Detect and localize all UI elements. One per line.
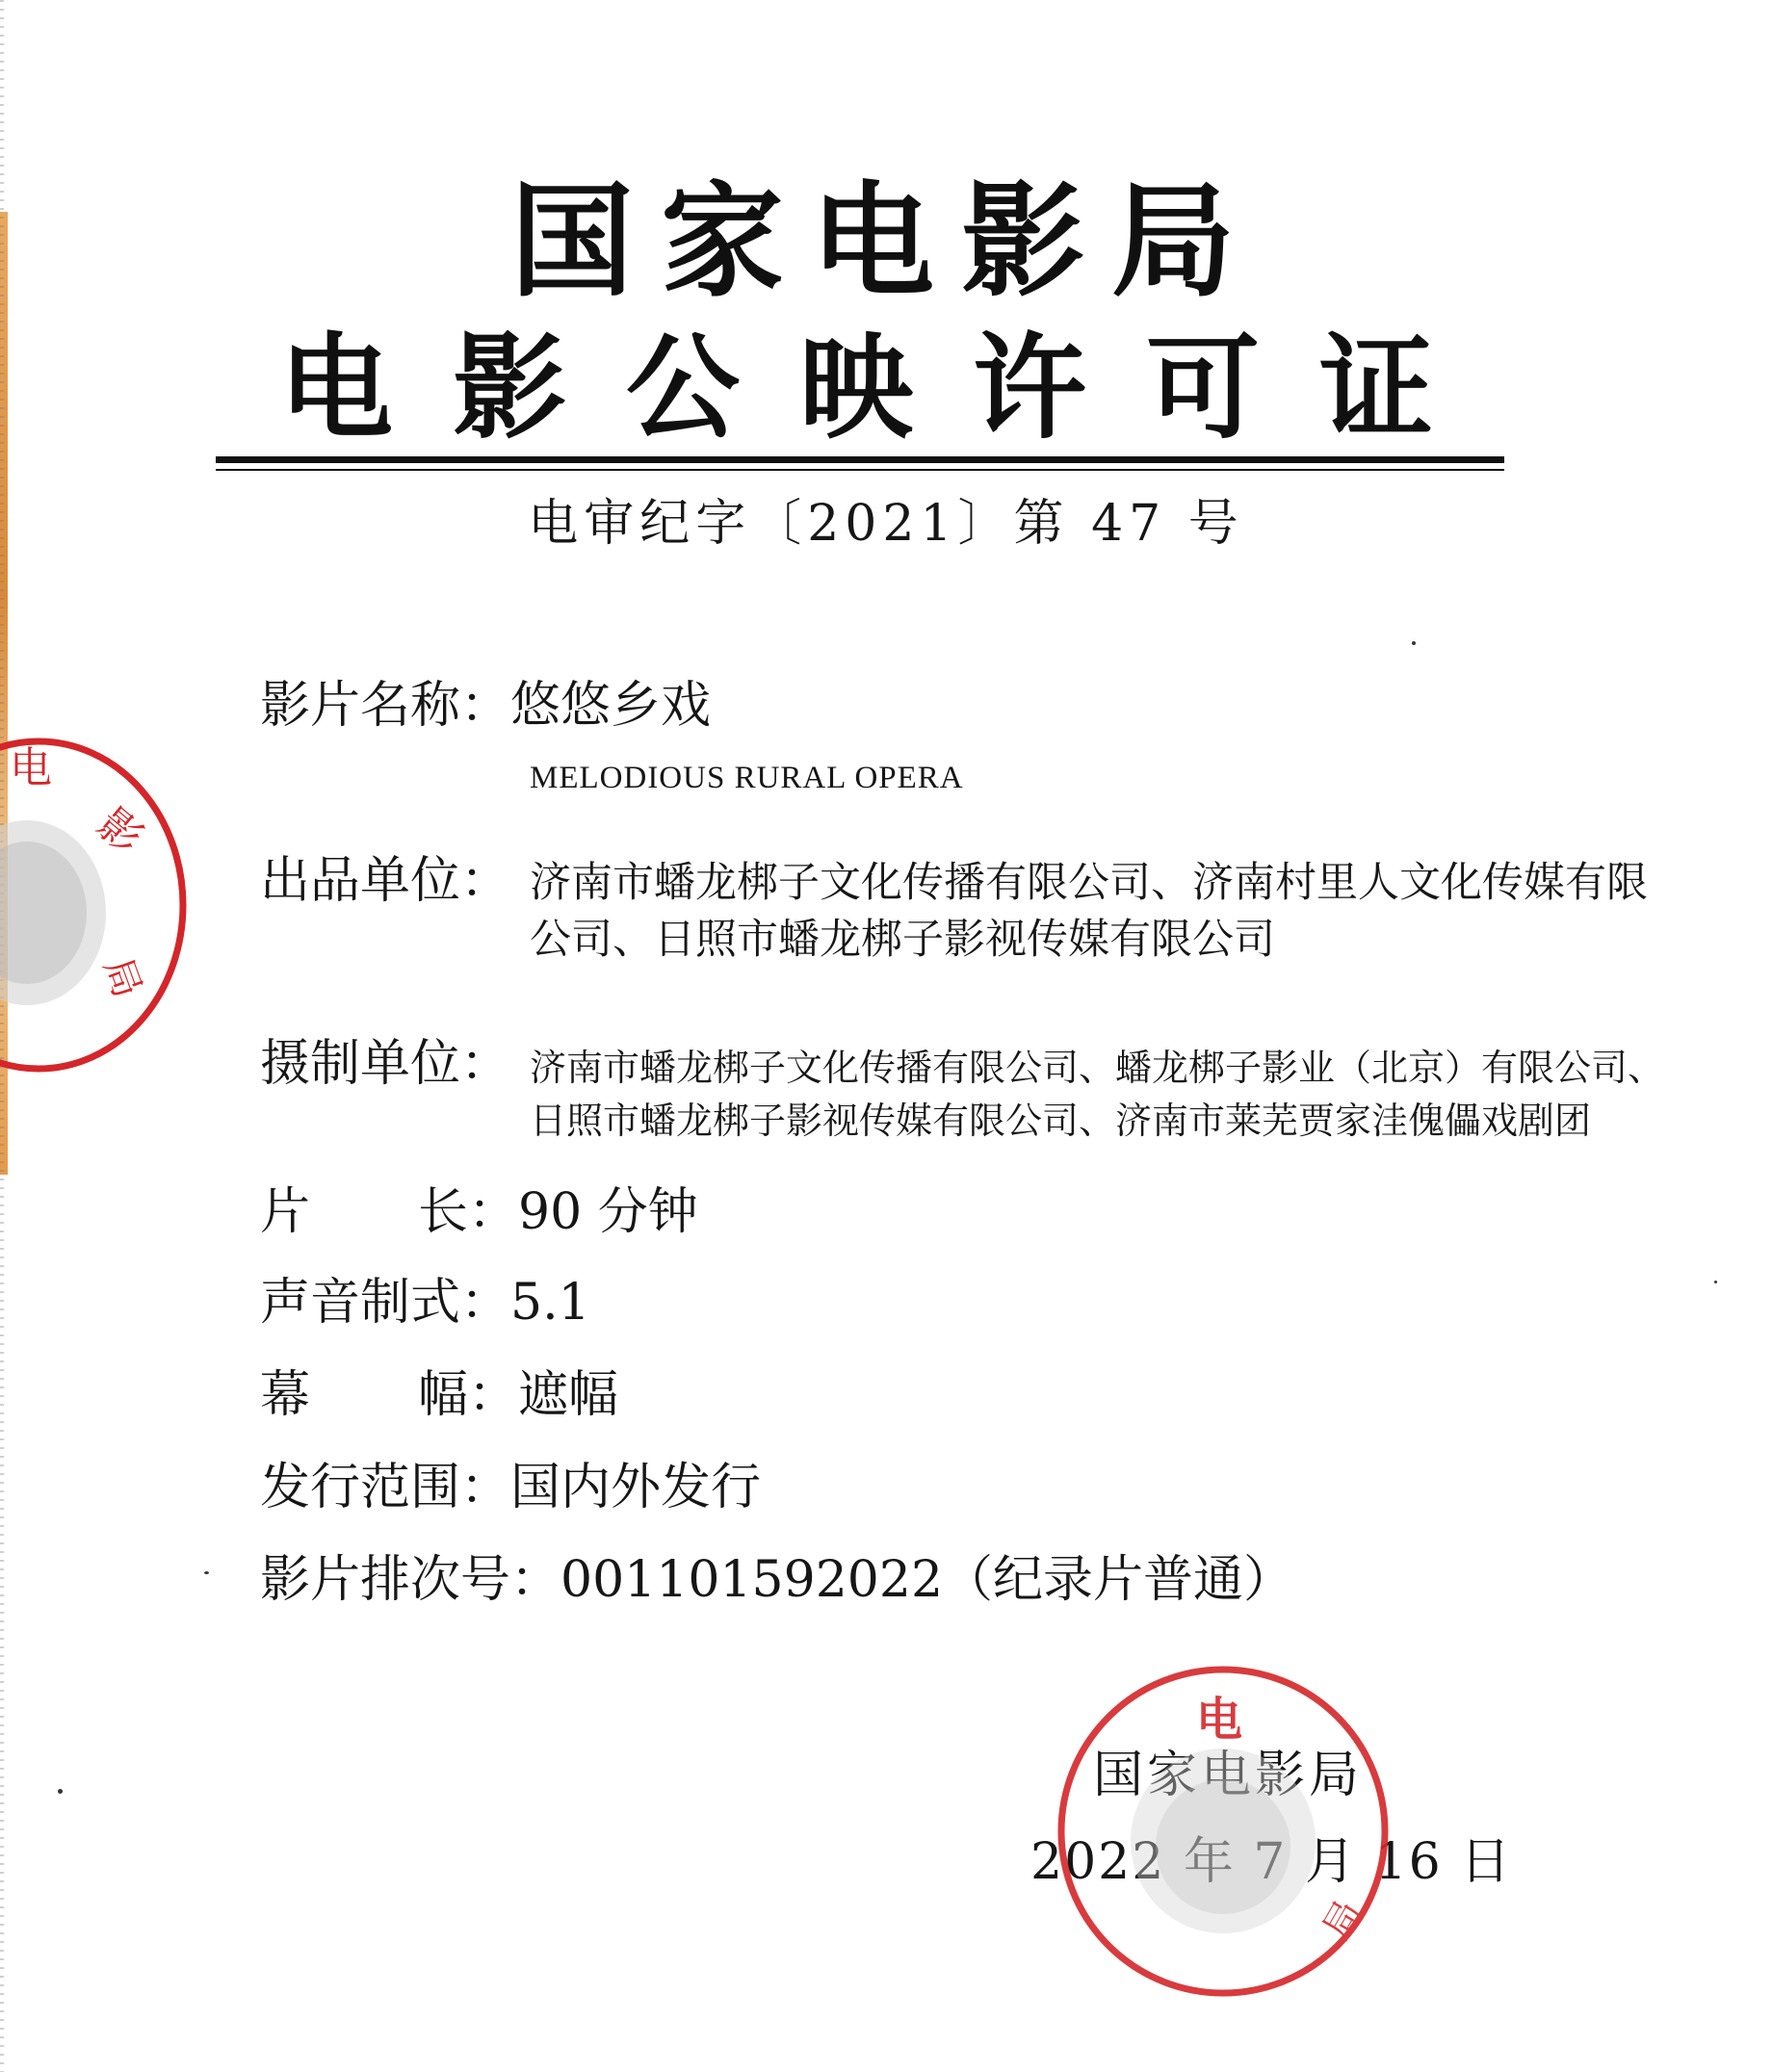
issuing-authority-title: 国家电影局 xyxy=(509,170,1262,314)
production-unit-line-2: 日照市蟠龙梆子影视传媒有限公司、济南市莱芜贾家洼傀儡戏剧团 xyxy=(530,1100,1592,1143)
scan-speck xyxy=(204,1571,209,1574)
film-name-label: 影片名称： xyxy=(260,677,511,735)
serial-number-field xyxy=(260,1550,1293,1610)
film-name-english: MELODIOUS RURAL OPERA xyxy=(530,761,964,795)
issuer-name: 国家电影局 xyxy=(1093,1747,1364,1804)
right-seal-char: 电 xyxy=(1196,1693,1243,1747)
length-value: 90 分钟 xyxy=(518,1183,698,1241)
production-unit-line-1: 济南市蟠龙梆子文化传播有限公司、蟠龙梆子影业（北京）有限公司、 xyxy=(530,1047,1665,1089)
right-official-seal xyxy=(1050,1658,1396,2005)
production-unit-field xyxy=(260,1034,510,1094)
producer-value xyxy=(530,855,1648,970)
title-rule-thick xyxy=(216,456,1504,463)
sound-format-field xyxy=(260,1273,590,1333)
svg-text:局: 局 xyxy=(1315,1893,1370,1947)
screen-format-value: 遮幅 xyxy=(518,1366,619,1424)
scan-speck xyxy=(1412,641,1416,645)
distribution-value: 国内外发行 xyxy=(510,1459,762,1516)
distribution-label: 发行范围： xyxy=(260,1459,511,1516)
screen-format-label-b: 幅： xyxy=(418,1366,519,1424)
left-official-seal xyxy=(0,732,193,1078)
serial-number-label: 影片排次号： xyxy=(260,1551,561,1609)
sound-format-value: 5.1 xyxy=(510,1274,590,1332)
screen-format-field xyxy=(260,1365,618,1425)
length-label-b: 长： xyxy=(418,1183,519,1241)
production-unit-label: 摄制单位： xyxy=(260,1035,511,1093)
left-seal-char-2: 影 xyxy=(88,798,152,865)
document-number: 电审纪字〔2021〕第 47 号 xyxy=(528,495,1244,553)
film-name-value: 悠悠乡戏 xyxy=(510,677,712,735)
producer-field xyxy=(260,851,510,911)
left-seal-char-1: 电 xyxy=(10,743,52,792)
serial-number-value: 001101592022（纪录片普通） xyxy=(560,1551,1294,1609)
sound-format-label: 声音制式： xyxy=(260,1274,511,1332)
producer-line-1: 济南市蟠龙梆子文化传播有限公司、济南村里人文化传媒有限 xyxy=(530,859,1648,907)
distribution-field xyxy=(260,1458,761,1517)
left-seal-char-3: 局 xyxy=(94,951,150,1004)
length-field xyxy=(260,1182,698,1242)
producer-label: 出品单位： xyxy=(260,852,511,910)
film-name-field xyxy=(260,676,711,736)
scan-speck xyxy=(58,1789,63,1794)
production-unit-value xyxy=(530,1042,1664,1148)
scan-speck xyxy=(1714,1281,1717,1283)
length-label-a: 片 xyxy=(260,1183,419,1241)
document-title: 电影公映许可证 xyxy=(278,322,1493,454)
screen-format-label-a: 幕 xyxy=(260,1366,419,1424)
producer-line-2: 公司、日照市蟠龙梆子影视传媒有限公司 xyxy=(530,916,1275,965)
title-rule-thin xyxy=(216,469,1504,471)
issue-date: 2022 年 7 月 16 日 xyxy=(1030,1833,1513,1891)
